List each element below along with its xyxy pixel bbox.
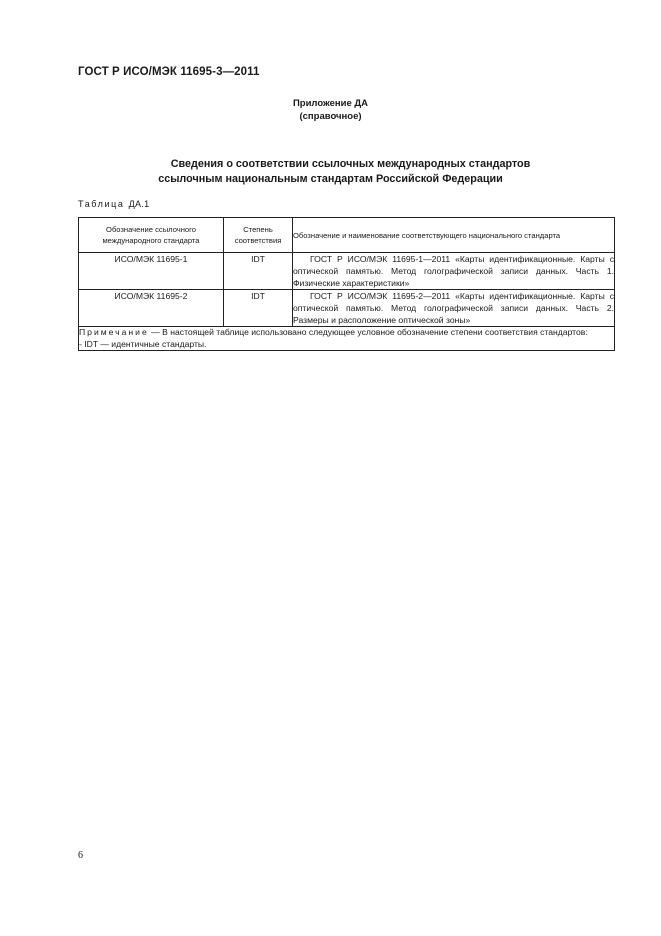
cell-national-standard-wrap <box>293 253 615 290</box>
document-code: ГОСТ Р ИСО/МЭК 11695-3—2011 <box>78 66 260 78</box>
cell-intl-standard: ИСО/МЭК 11695-2 <box>79 290 224 327</box>
heading-line-2: ссылочным национальным стандартам Российской Федерации <box>158 173 503 185</box>
annex-header <box>0 97 661 123</box>
header-degree: Степень соответствия <box>224 218 293 253</box>
note-item: - IDT — идентичные стандарты. <box>79 338 207 349</box>
annex-type: (справочное) <box>299 111 362 122</box>
annex-title: Приложение ДА <box>292 98 369 109</box>
cell-degree: IDT <box>224 290 293 327</box>
header-national-standard: Обозначение и наименование соответствующего национального стандарта <box>293 218 615 253</box>
cell-national-standard: ГОСТ Р ИСО/МЭК 11695-1—2011 «Карты идентификационные. Карты с оптической памятью. Метод голографической записи данных. Часть 1. Физические характеристики» <box>293 254 614 288</box>
note-label: Примечание <box>79 327 149 337</box>
standards-table <box>78 217 615 351</box>
table-number: ДА.1 <box>128 199 150 209</box>
cell-national-standard: ГОСТ Р ИСО/МЭК 11695-2—2011 «Карты идентификационные. Карты с оптической памятью. Метод голографической записи данных. Часть 2. Размеры и расположение оптической зоны» <box>293 291 614 325</box>
table-header-row <box>79 218 615 253</box>
cell-intl-standard: ИСО/МЭК 11695-1 <box>79 253 224 290</box>
section-heading <box>0 157 661 187</box>
note-text: — В настоящей таблице использовано следующее условное обозначение степени соответствия стандартов: <box>151 327 588 337</box>
table-label: Таблица <box>78 199 125 209</box>
table-caption <box>78 199 149 209</box>
table-note <box>79 327 615 351</box>
cell-degree: IDT <box>224 253 293 290</box>
table-note-row <box>79 327 615 351</box>
table-row <box>79 290 615 327</box>
table-row <box>79 253 615 290</box>
header-intl-standard: Обозначение ссылочного международного стандарта <box>79 218 224 253</box>
cell-national-standard-wrap <box>293 290 615 327</box>
heading-line-1: Сведения о соответствии ссылочных международных стандартов <box>170 158 531 170</box>
page-number: 6 <box>78 850 83 861</box>
